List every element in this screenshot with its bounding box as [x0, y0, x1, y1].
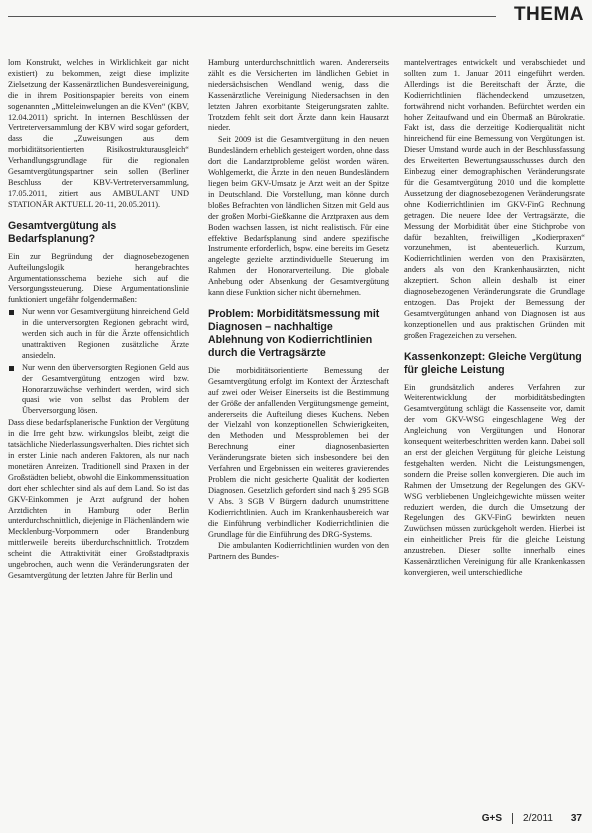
section-heading: Gesamtvergütung als Bedarfsplanung?: [8, 219, 117, 245]
body-paragraph: Hamburg unterdurchschnittlich waren. Andererseits zählt es die Versicherten im ländlichen Gebiet in niedersächsischen Wendland wenig, dass die Kassenärztliche Vereinigung Niedersachsen in den letzten Jahren exorbitante Steigerungsraten zahlte. Trotzdem fehlt seit dort Ärzte dann kein Hausarzt nieder.: [208, 58, 389, 133]
bullet-list: [8, 307, 189, 417]
body-paragraph: Dass diese bedarfsplanerische Funktion der Vergütung in die Irre geht bzw. wirkungslos bleibt, zeigt die tatsächliche Niederlassungsverhalten. Dies richtet sich in erster Linie nach anderen Faktoren, als nur nach monetären Anreizen. Traditionell sind Praxen in der Großstädten beliebt, obwohl die Einkommenssituation dort eher schlechter sind als auf dem Land. So ist das GKV-Einkommen je Arzt aufgrund der hohen Arztdichten in Hamburg oder Berlin unterdurchschnittlich, diejenige in Flächenländern wie Mecklenburg-Vorpommern oder Brandenburg mittlerweile bereits überdurchschnittlich. Trotzdem scheint die Attraktivität einer Großstadtpraxis ungebrochen, auch wenn die Veränderungsraten der Gesamtvergütung der letzten Jahre für Berlin und: [8, 418, 189, 580]
page-footer: [482, 813, 582, 824]
footer-divider: [512, 813, 513, 824]
text-column-3: [404, 58, 585, 810]
square-bullet-icon: [9, 310, 14, 315]
section-heading: Problem: Morbiditätsmessung mit Diagnosen – nachhaltige Ablehnung von Kodierrichtlinien durch die Vertragsärzte: [208, 307, 380, 359]
bullet-item: [8, 307, 189, 362]
page-number: 37: [570, 813, 582, 824]
issue-number: 2/2011: [523, 813, 553, 824]
body-paragraph: Ein grundsätzlich anderes Verfahren zur Weiterentwicklung der morbiditätsbedingten Gesamtvergütung schlägt die Kassenseite vor, damit der vom GKV-WSG eingeschlagene Weg der Angleichung von Vergütungen und Honorar konsequent weiterbeschritten werden kann. Dabei soll an erst der gleichen Vergütung für gleiche Leistung festgehalten werden. Nicht die Leistungsmengen, sondern die Preise sollen konvergieren. Die auch im Rahmen der Umsetzung der Regelungen des GKV-WSG verbliebenen Ungleichgewichte müssen weiter reduziert werden, die durch die Umsetzung der Regelungen des GKV-FinG bewirkten neuen Zuwüchsen müssen zurückgeholt werden. Hierbei ist ein einheitlicher Preis für die gleiche Leistung anzustreben. Dieser sollte innerhalb eines Kassenärztlichen Vereinigung für alle Krankenkassen konvergieren, weil unterschiedliche: [404, 382, 585, 577]
square-bullet-icon: [9, 366, 14, 371]
section-label: THEMA: [513, 4, 584, 25]
body-paragraph: mantelvertrages entwickelt und verabschiedet und sollten zum 1. Januar 2011 eingeführt werden. Allerdings ist die Bereitschaft der Ärzte, die Kodierrichtlinien flächendeckend umzusetzen, fortwährend nicht vorhanden. Befürchtet werden ein hoher Zeitaufwand und ein Übermaß an Bürokratie. Fakt ist, dass die derzeitige Kodierqualität nicht hinreichend für eine Bemessung von Vergütungen ist. Dieser Umstand wurde auch in der Beschlussfassung des Erweiterten Bewertungsausschusses durch den Einbezug einer demographischen Veränderungsrate für die Gesamtvergütung 2010 und die komplette Aussetzung der diagnosebezogenen Veränderungsrate ohne Kodierrichtlinien im GKV-FinG Rechnung getragen. Die neuere Idee der Vertragsärzte, die Messung der Morbidität über eine Stichprobe von dafür bezahlten, freiwilligen „Kodierpraxen“ vorzunehmen, ist abenteuerlich. Kurzum, Kodierrichtlinien werden von den Praxisärzten, anders als von den Krankenhausärzten, nicht akzeptiert. Schon allein deshalb ist einer diagnosebezogenen Veränderungsrate die Grundlage entzogen. Das Projekt der Bemessung der Gesamtvergütungen anhand von Diagnosen ist aus konzeptionellen und aus praktischen Gründen mit großen Fragezeichen zu versehen.: [404, 58, 585, 340]
section-heading: Kassenkonzept: Gleiche Vergütung für gleiche Leistung: [404, 350, 582, 376]
bullet-item: [8, 363, 189, 418]
body-paragraph: Ein zur Begründung der diagnosebezogenen Aufteilungslogik herangebrachtes Argumentationsschema beziehe sich auf die Versorgungssteuerung. Diese Argumentationslinie funktioniert ungefähr folgendermaßen:: [8, 251, 189, 305]
header-rule: [8, 16, 496, 17]
journal-brand: G+S: [481, 813, 503, 824]
body-paragraph: Seit 2009 ist die Gesamtvergütung in den neuen Bundesländern erheblich gesteigert worden, ohne dass dort die Landarztprobleme gelöst worden wären. Wohlgemerkt, die Ärzte in den neuen Bundesländern liegen beim GKV-Umsatz je Arzt weit an der Spitze in Deutschland. Die Vorstellung, man könne durch bloßes Befrachten von ländlichen Sitzen mit Geld aus der großen Morbi-Gießkanne die Arztpraxen aus dem Boden wachsen lassen, ist nicht realistisch. Für eine effektive Bedarfsplanung sind andere spezifische Instrumente erforderlich, bspw. eine bereits im Gesetz angelegte gezielte arztindividuelle Steuerung im Rahmen der Honorarverteilung. Die globale Anhebung oder Absenkung der Gesamtvergütung kann diese Funktion sicher nicht übernehmen.: [208, 135, 389, 298]
text-column-2: [208, 58, 389, 810]
body-paragraph: Die ambulanten Kodierrichtlinien wurden von den Partnern des Bundes-: [208, 541, 389, 562]
text-column-1: [8, 58, 189, 810]
bullet-text: Nur wenn vor Gesamtvergütung hinreichend Geld in die unterversorgten Regionen gebracht wird, werden sich auch in für die Ärzte offensichtlich unattraktiven Regionen zusätzliche Ärzte ansiedeln.: [22, 307, 189, 360]
bullet-text: Nur wenn den überversorgten Regionen Geld aus der Gesamtvergütung entzogen wird bzw. Honorarzuwächse verhindert werden, wird sich quasi wie von selbst das Problem der Überversorgung lösen.: [22, 362, 189, 416]
body-paragraph: Die morbiditätsorientierte Bemessung der Gesamtvergütung erfolgt im Kontext der Ärzteschaft auf zwei oder Weiser Einerseits ist die Bestimmung der Größe der anfallenden Vergütungsmenge gemeint, andererseits die Aufteilung dieses Kuchens. Neben der Vielzahl von konzeptionellen Schwierigkeiten, den Methoden und Messproblemen bei der Berechnung einer diagnosenbasierten Veränderungsrate bieten sich insbesondere bei den Verfahren und Ergebnissen ein weiteres gravierendes Problem die nicht gesicherte Qualität der kodierten Diagnosen. Gesetzlich gefordert sind nach § 295 SGB V Abs. 3 SGB V Bürgern dadurch unumstrittene Kodierrichtlinien. Auch im Krankenhausbereich war die Einführung verbindlicher Kodierrichtlinien die Grundlage für die Einführung des DRG-Systems.: [208, 365, 389, 539]
body-paragraph: lom Konstrukt, welches in Wirklichkeit gar nicht existiert) zu bekommen, zeigt diese implizite Zielsetzung der Kassenärztlichen Bundesvereinigung, die in ihrem Positionspapier bereits von einem sogenannten „Mitteleinwelungen an die KVen“ (KBV, 12.04.2011) spricht. In internen Beschlüssen der Vertreterversammlung der KBV wird sogar gefordert, dass die „Zuweisungen aus dem morbiditätsorientierten Risikostrukturausgleich“ Verhandlungsgrundlage für die regionalen Gesamtvergütungspartner sein sollen (Berliner Beschluss der KBV-Vertreterversammlung, 17.05.2011, zitiert aus AMBULANT UND STATIONÄR AKTUELL 20-11, 20.05.2011).: [8, 58, 189, 209]
